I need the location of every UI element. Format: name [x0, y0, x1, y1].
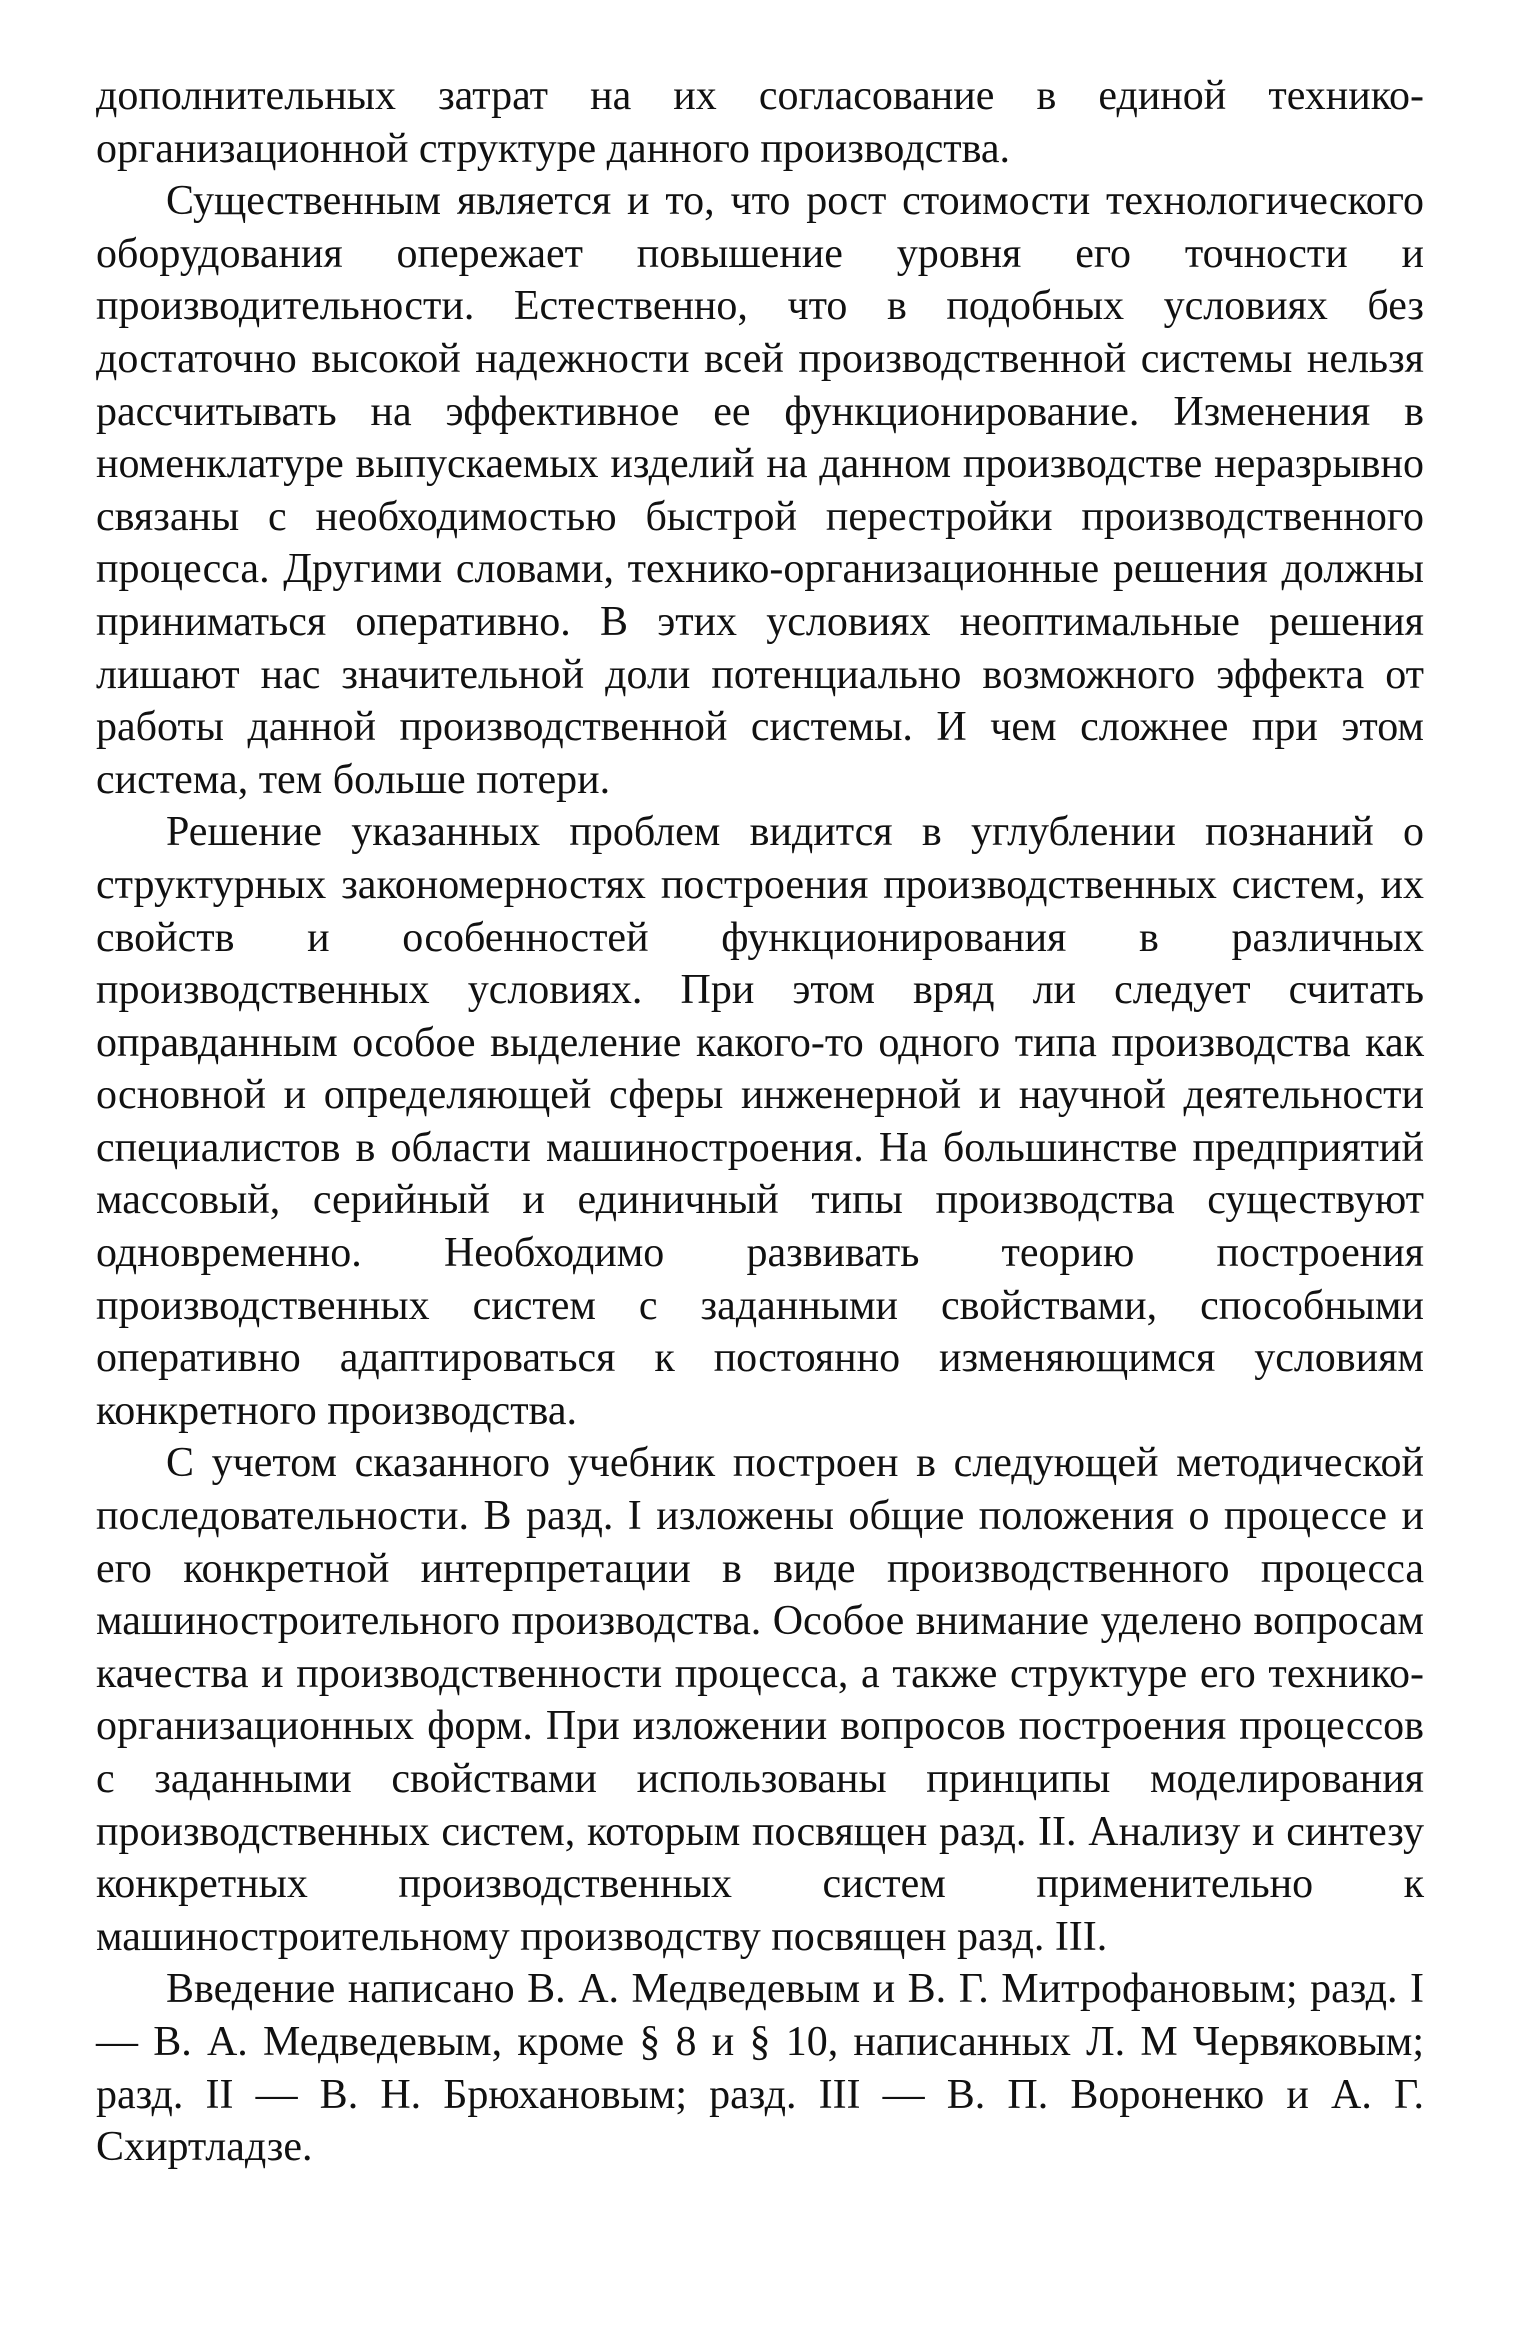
paragraph-textbook-structure: С учетом сказанного учебник построен в следующей методической последовательности. В разд. I изложены общие положения о процессе и его конкретной интерпретации в виде производственного процесса машиностроительного производства. Особое внимание уделено вопросам качества и производственности процесса, а также структуре его технико-организационных форм. При изложении вопросов построения процессов с заданными свойствами использованы принципы моделирования производственных систем, которым посвящен разд. II. Анализу и синтезу конкретных производственных систем применительно к машиностроительному производству посвящен разд. III.: [96, 1440, 1424, 1960]
paragraph-problem-solution: Решение указанных проблем видится в углублении познаний о структурных закономерностях построения производственных систем, их свойств и особенностей функционирования в различных производственных условиях. При этом вряд ли следует считать оправданным особое выделение какого-то одного типа производства как основной и определяющей сферы инженерной и научной деятельности специалистов в области машиностроения. На большинстве предприятий массовый, серийный и единичный типы производства существуют одновременно. Необходимо развивать теорию построения производственных систем с заданными свойствами, способными оперативно адаптироваться к постоянно изменяющимся условиям конкретного производства.: [96, 809, 1424, 1434]
document-page: [96, 70, 1424, 2174]
paragraph-authors: Введение написано В. А. Медведевым и В. Г. Митрофановым; разд. I — В. А. Медведевым, кроме § 8 и § 10, написанных Л. М Червяковым; разд. II — В. Н. Брюхановым; разд. III — В. П. Вороненко и А. Г. Схиртладзе.: [96, 1966, 1424, 2171]
paragraph-continuation: дополнительных затрат на их согласование в единой технико-организационной структуре данного производства.: [96, 73, 1424, 172]
paragraph-equipment-cost: Существенным является и то, что рост стоимости технологического оборудования опережает повышение уровня его точности и производительности. Естественно, что в подобных условиях без достаточно высокой надежности всей производственной системы нельзя рассчитывать на эффективное ее функционирование. Изменения в номенклатуре выпускаемых изделий на данном производстве неразрывно связаны с необходимостью быстрой перестройки производственного процесса. Другими словами, технико-организационные решения должны приниматься оперативно. В этих условиях неоптимальные решения лишают нас значительной доли потенциально возможного эффекта от работы данной производственной системы. И чем сложнее при этом система, тем больше потери.: [96, 178, 1424, 803]
